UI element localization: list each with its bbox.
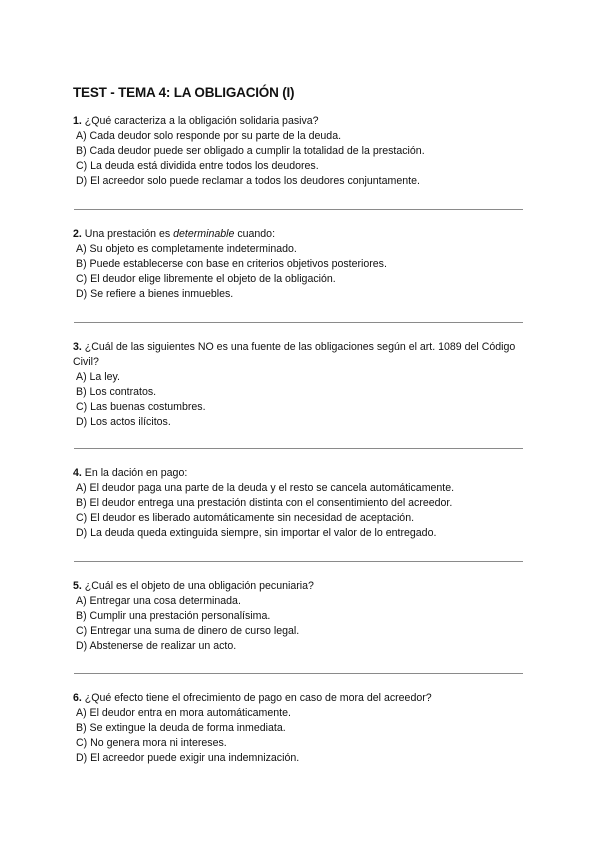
question-text: ¿Qué efecto tiene el ofrecimiento de pago en caso de mora del acreedor? bbox=[81, 692, 432, 704]
options-list bbox=[73, 481, 533, 541]
page-title: TEST - TEMA 4: LA OBLIGACIÓN (I) bbox=[73, 85, 295, 100]
options-list bbox=[73, 370, 533, 430]
question-2 bbox=[73, 227, 533, 302]
option-c: C) Las buenas costumbres. bbox=[76, 401, 206, 413]
option-c: C) No genera mora ni intereses. bbox=[76, 737, 227, 749]
question-number: 4. bbox=[73, 467, 82, 479]
option-a: A) Su objeto es completamente indeterminado. bbox=[76, 243, 297, 255]
question-text-after: cuando: bbox=[234, 228, 276, 240]
question-stem bbox=[73, 466, 533, 481]
question-stem bbox=[73, 114, 533, 129]
divider bbox=[74, 322, 523, 323]
option-d: D) El acreedor solo puede reclamar a todos los deudores conjuntamente. bbox=[76, 175, 420, 187]
option-d: D) La deuda queda extinguida siempre, sin importar el valor de lo entregado. bbox=[76, 527, 437, 539]
options-list bbox=[73, 594, 533, 654]
divider bbox=[74, 448, 523, 449]
option-a: A) El deudor paga una parte de la deuda y el resto se cancela automáticamente. bbox=[76, 482, 455, 494]
divider bbox=[74, 673, 523, 674]
question-text: ¿Qué caracteriza a la obligación solidaria pasiva? bbox=[81, 115, 319, 127]
option-a: A) La ley. bbox=[76, 371, 120, 383]
options-list bbox=[73, 706, 533, 766]
question-4 bbox=[73, 466, 533, 541]
question-text-emphasis: determinable bbox=[173, 228, 235, 240]
question-5 bbox=[73, 579, 533, 654]
question-number: 6. bbox=[73, 692, 82, 704]
option-a: A) Entregar una cosa determinada. bbox=[76, 595, 241, 607]
divider bbox=[74, 209, 523, 210]
question-stem bbox=[73, 579, 533, 594]
options-list bbox=[73, 129, 533, 189]
question-number: 3. bbox=[73, 341, 82, 353]
divider bbox=[74, 561, 523, 562]
option-c: C) El deudor elige libremente el objeto de la obligación. bbox=[76, 273, 336, 285]
option-d: D) Los actos ilícitos. bbox=[76, 416, 171, 428]
option-c: C) La deuda está dividida entre todos los deudores. bbox=[76, 160, 319, 172]
option-b: B) Se extingue la deuda de forma inmediata. bbox=[76, 722, 286, 734]
option-c: C) Entregar una suma de dinero de curso legal. bbox=[76, 625, 300, 637]
options-list bbox=[73, 242, 533, 302]
question-stem bbox=[73, 227, 533, 242]
option-a: A) El deudor entra en mora automáticamente. bbox=[76, 707, 291, 719]
question-number: 2. bbox=[73, 228, 82, 240]
option-d: D) Se refiere a bienes inmuebles. bbox=[76, 288, 234, 300]
option-b: B) Puede establecerse con base en criterios objetivos posteriores. bbox=[76, 258, 387, 270]
option-d: D) El acreedor puede exigir una indemnización. bbox=[76, 752, 300, 764]
question-stem bbox=[73, 340, 533, 370]
option-b: B) Cada deudor puede ser obligado a cumplir la totalidad de la prestación. bbox=[76, 145, 425, 157]
question-3 bbox=[73, 340, 533, 430]
question-1 bbox=[73, 114, 533, 189]
option-b: B) Los contratos. bbox=[76, 386, 157, 398]
question-text: En la dación en pago: bbox=[81, 467, 188, 479]
question-text: ¿Cuál de las siguientes NO es una fuente de las obligaciones según el art. 1089 del Código Civil? bbox=[73, 341, 516, 368]
option-b: B) Cumplir una prestación personalísima. bbox=[76, 610, 271, 622]
option-b: B) El deudor entrega una prestación distinta con el consentimiento del acreedor. bbox=[76, 497, 453, 509]
option-a: A) Cada deudor solo responde por su parte de la deuda. bbox=[76, 130, 342, 142]
question-6 bbox=[73, 691, 533, 766]
option-c: C) El deudor es liberado automáticamente sin necesidad de aceptación. bbox=[76, 512, 415, 524]
question-text-before: Una prestación es bbox=[81, 228, 174, 240]
question-number: 1. bbox=[73, 115, 82, 127]
question-text: ¿Cuál es el objeto de una obligación pecuniaria? bbox=[81, 580, 314, 592]
question-number: 5. bbox=[73, 580, 82, 592]
question-stem bbox=[73, 691, 533, 706]
option-d: D) Abstenerse de realizar un acto. bbox=[76, 640, 237, 652]
